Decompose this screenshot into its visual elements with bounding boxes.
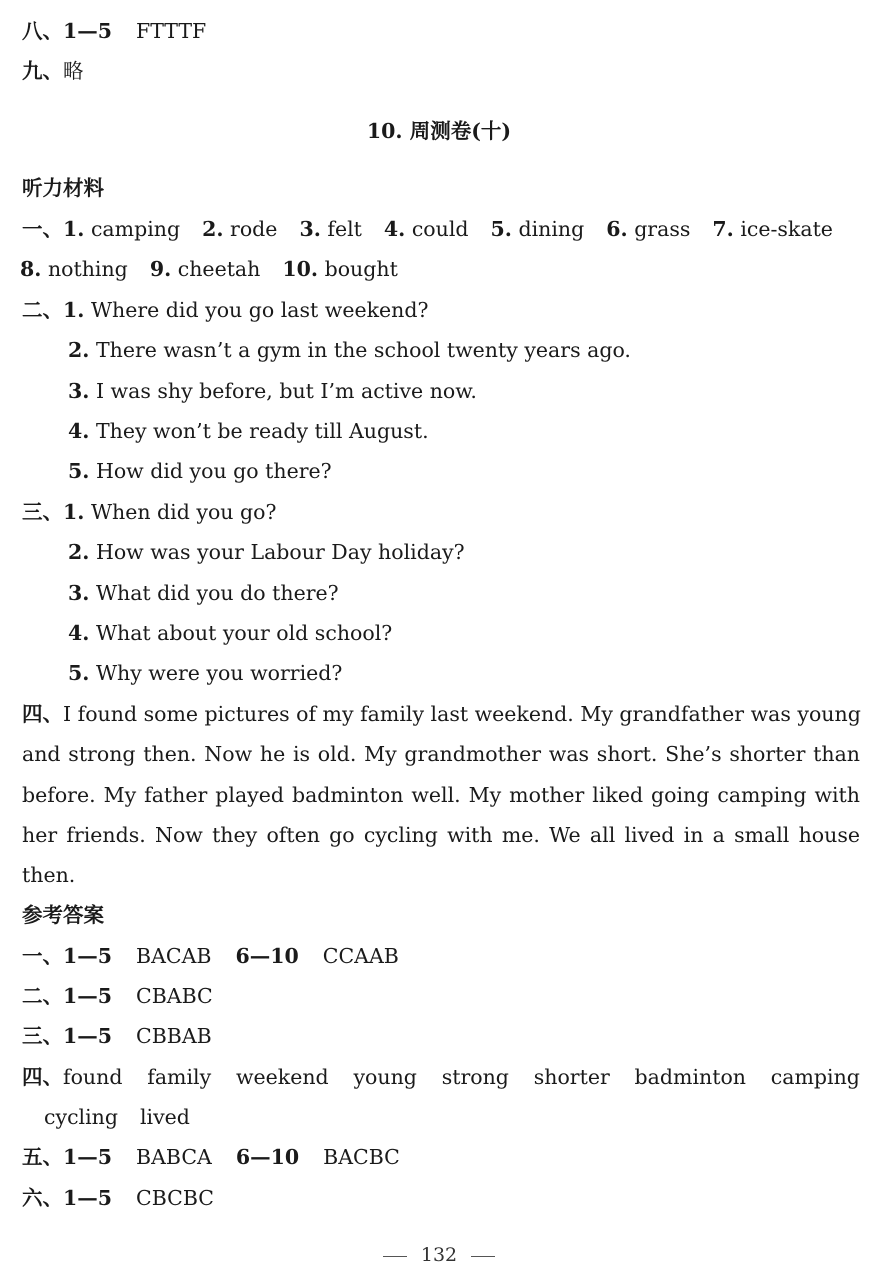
item-number: 2. — [68, 338, 90, 362]
paragraph-line: her friends. Now they often go cycling with me. We all lived in a small house — [22, 822, 860, 847]
item-number: 2. — [202, 217, 224, 241]
item-number: 5. — [68, 661, 90, 685]
listening-three-item-5 — [68, 657, 858, 689]
item-number: 5. — [490, 217, 512, 241]
answers-five — [22, 1141, 858, 1173]
sentence: There wasn’t a gym in the school twenty years ago. — [95, 338, 631, 362]
section-prefix: 四、 — [22, 702, 63, 726]
sentence: Where did you go last weekend? — [90, 298, 429, 322]
paragraph-line — [22, 694, 860, 734]
range-label: 1—5 — [63, 1145, 113, 1169]
listening-two-item-2 — [68, 334, 858, 366]
answers-six — [22, 1182, 858, 1214]
item-number: 1. — [63, 298, 85, 322]
section-prefix: 八、 — [22, 19, 63, 43]
item-number: 3. — [68, 379, 90, 403]
item-word: cheetah — [177, 257, 261, 281]
range-label: 6—10 — [235, 944, 299, 968]
listening-two-item-3 — [68, 375, 858, 407]
answers-four-line-2 — [44, 1101, 858, 1133]
word-item: cycling — [44, 1105, 118, 1129]
listening-one-line-1 — [22, 213, 858, 245]
item-word: grass — [634, 217, 691, 241]
sentence: I was shy before, but I’m active now. — [95, 379, 477, 403]
answer-text: CBBAB — [136, 1024, 212, 1048]
answer-line-nine — [22, 55, 858, 87]
word-item: camping — [770, 1065, 860, 1089]
item-word: rode — [230, 217, 278, 241]
answers-three — [22, 1020, 858, 1052]
paragraph-text: I found some pictures of my family last weekend. My grandfather was young — [63, 702, 861, 726]
answer-text: BABCA — [136, 1145, 212, 1169]
sentence: What about your old school? — [95, 621, 393, 645]
answers-two — [22, 980, 858, 1012]
footer-dash-right — [471, 1256, 495, 1257]
item-number: 6. — [606, 217, 628, 241]
section-prefix: 二、 — [22, 984, 63, 1008]
range-label: 1—5 — [63, 19, 113, 43]
sentence: How was your Labour Day holiday? — [95, 540, 465, 564]
answers-one — [22, 940, 858, 972]
answer-text: CBABC — [136, 984, 213, 1008]
answer-text: CCAAB — [322, 944, 399, 968]
section-prefix: 四、 — [22, 1065, 63, 1089]
section-prefix: 一、 — [22, 217, 63, 241]
item-number: 3. — [68, 581, 90, 605]
item-number: 5. — [68, 459, 90, 483]
item-number: 1. — [63, 500, 85, 524]
section-prefix: 一、 — [22, 944, 63, 968]
item-number: 4. — [68, 621, 90, 645]
listening-two-item-5 — [68, 455, 858, 487]
answers-heading: 参考答案 — [22, 903, 104, 927]
listening-two-item-1 — [22, 294, 858, 326]
section-prefix: 三、 — [22, 1024, 63, 1048]
answer-text: BACBC — [323, 1145, 400, 1169]
listening-two-item-4 — [68, 415, 858, 447]
item-number: 1. — [63, 217, 85, 241]
item-word: bought — [324, 257, 398, 281]
word-item: strong — [441, 1065, 509, 1089]
listening-three-item-2 — [68, 536, 858, 568]
word-item: lived — [139, 1105, 190, 1129]
item-number: 10. — [282, 257, 319, 281]
item-word: ice-skate — [740, 217, 833, 241]
paragraph-line: then. — [22, 863, 76, 888]
sentence: What did you do there? — [95, 581, 339, 605]
item-word: dining — [518, 217, 585, 241]
section-prefix: 二、 — [22, 298, 63, 322]
section-prefix: 五、 — [22, 1145, 63, 1169]
sentence: Why were you worried? — [95, 661, 343, 685]
item-number: 8. — [20, 257, 42, 281]
word-item: family — [147, 1065, 212, 1089]
word-item: young — [353, 1065, 417, 1089]
sentence: How did you go there? — [95, 459, 332, 483]
section-prefix: 九、 — [22, 59, 63, 83]
item-number: 4. — [383, 217, 406, 241]
page-title: 10. 周测卷(十) — [366, 119, 512, 143]
word-item: weekend — [235, 1065, 329, 1089]
answer-text: BACAB — [136, 944, 212, 968]
sentence: They won’t be ready till August. — [95, 419, 429, 443]
range-label: 1—5 — [63, 1186, 113, 1210]
range-label: 1—5 — [63, 1024, 113, 1048]
item-number: 2. — [68, 540, 90, 564]
page-number: 132 — [420, 1244, 458, 1266]
answer-text: FTTTF — [136, 19, 207, 43]
listening-one-line-2 — [20, 253, 858, 285]
sentence: When did you go? — [90, 500, 277, 524]
answer-text: 略 — [63, 59, 84, 83]
section-prefix: 三、 — [22, 500, 63, 524]
word-item: badminton — [634, 1065, 746, 1089]
item-word: felt — [327, 217, 362, 241]
paragraph-line: before. My father played badminton well. My mother liked going camping with — [22, 782, 860, 807]
item-number: 9. — [149, 257, 172, 281]
range-label: 6—10 — [235, 1145, 300, 1169]
page-footer — [0, 1240, 878, 1270]
listening-three-item-1 — [22, 496, 858, 528]
paragraph-line: and strong then. Now he is old. My grandmother was short. She’s shorter than — [22, 742, 860, 767]
listening-three-item-3 — [68, 577, 858, 609]
item-number: 7. — [712, 217, 734, 241]
listening-four-paragraph — [22, 694, 860, 895]
item-number: 4. — [68, 419, 90, 443]
answer-text: CBCBC — [136, 1186, 214, 1210]
footer-dash-left — [383, 1256, 407, 1257]
range-label: 1—5 — [63, 984, 113, 1008]
answer-line-eight — [22, 15, 858, 47]
listening-heading: 听力材料 — [22, 176, 104, 200]
word-item: shorter — [533, 1065, 610, 1089]
item-word: nothing — [47, 257, 128, 281]
item-word: camping — [90, 217, 181, 241]
answers-four-line-1 — [22, 1061, 860, 1093]
section-prefix: 六、 — [22, 1186, 63, 1210]
word-text: found — [63, 1065, 123, 1089]
item-word: could — [411, 217, 469, 241]
range-label: 1—5 — [63, 944, 113, 968]
word-item — [22, 1061, 122, 1093]
item-number: 3. — [299, 217, 321, 241]
listening-three-item-4 — [68, 617, 858, 649]
